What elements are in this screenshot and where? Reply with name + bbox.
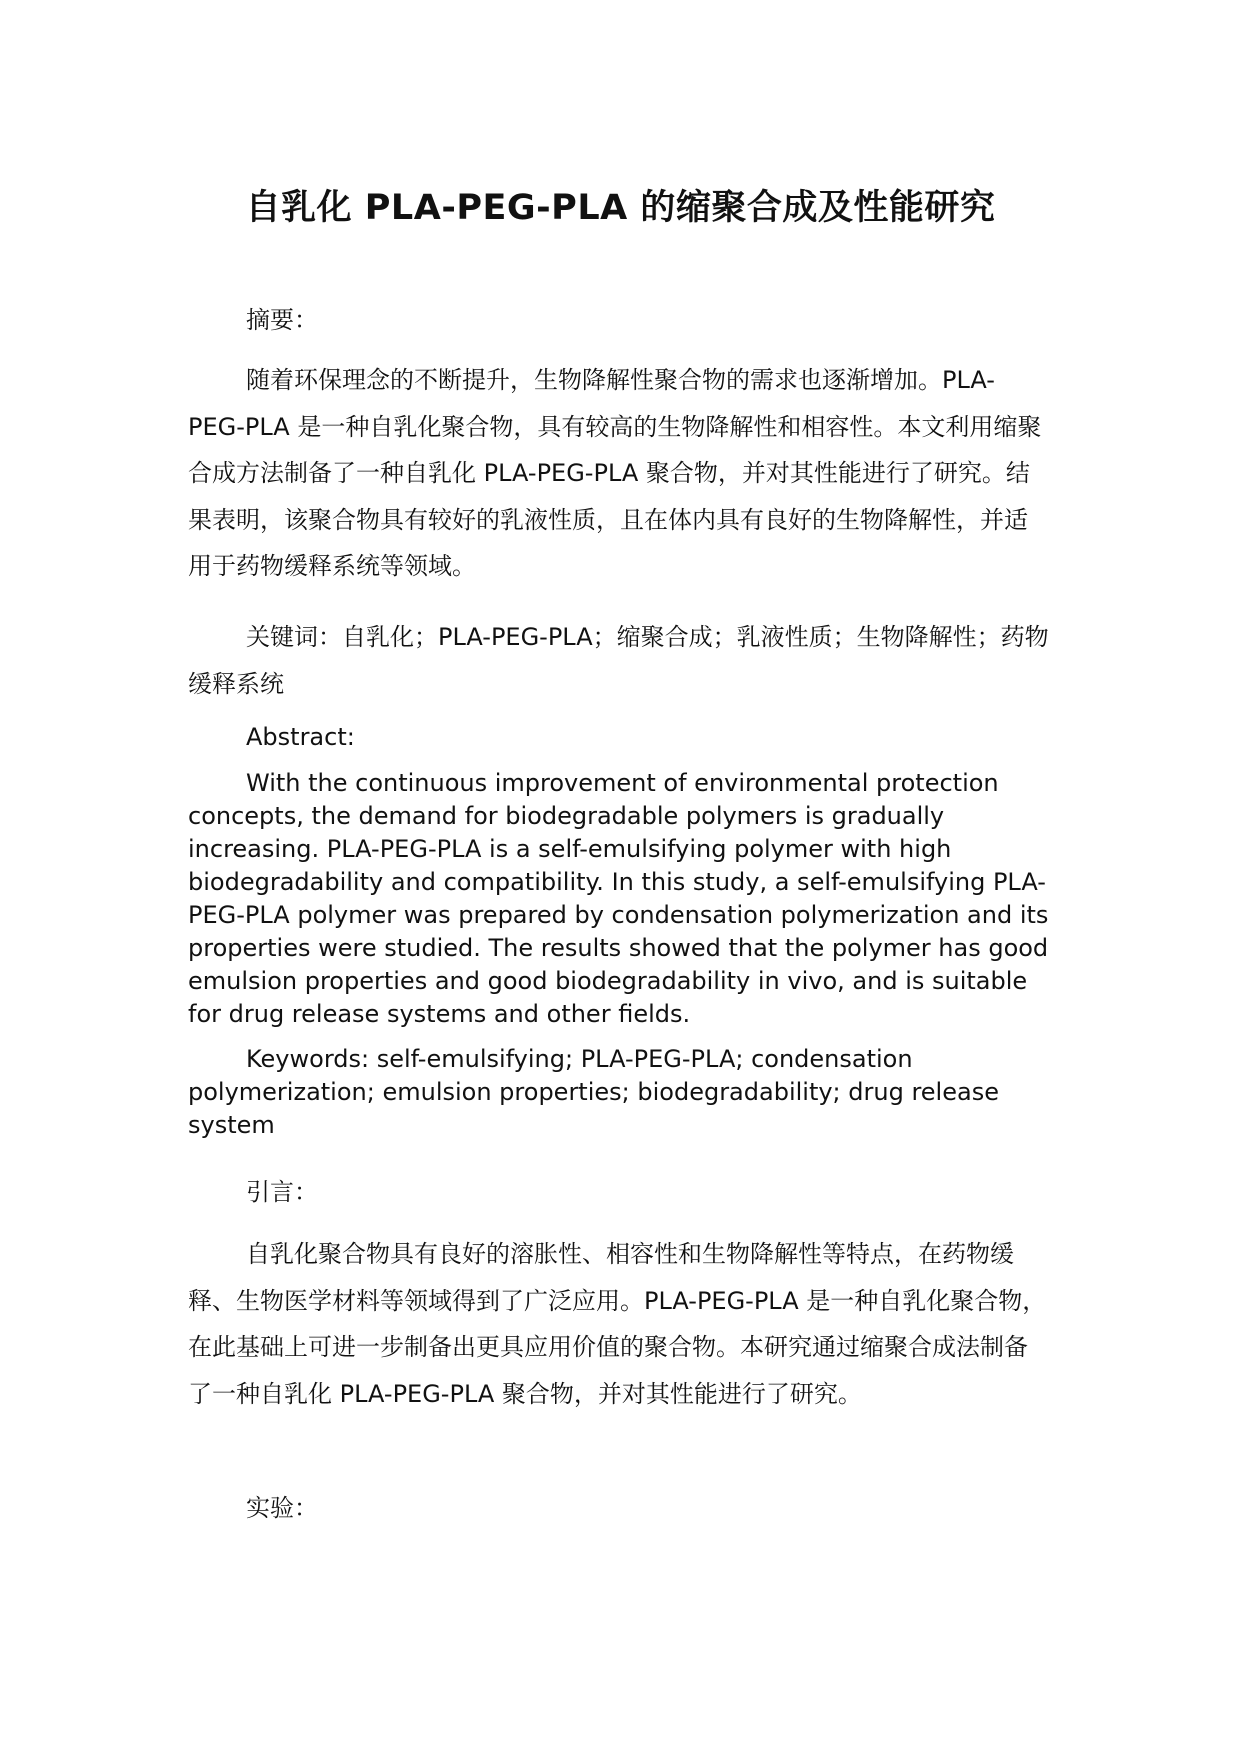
keywords-zh: 关键词：自乳化；PLA-PEG-PLA；缩聚合成；乳液性质；生物降解性；药物缓释系统 bbox=[188, 623, 1049, 698]
keywords-en-section bbox=[188, 1043, 1050, 1142]
abstract-en-body: With the continuous improvement of environmental protection concepts, the demand for biodegradable polymers is gradually increasing. PLA-PEG-PLA is a self-emulsifying polymer with high biodegradability and compatibility. In this study, a self-emulsifying PLA-PEG-PLA polymer was prepared by condensation polymerization and its properties were studied. The results showed that the polymer has good emulsion properties and good biodegradability in vivo, and is suitable for drug release systems and other fields. bbox=[188, 769, 1049, 1028]
abstract-en-section bbox=[188, 767, 1050, 1031]
experiment-heading: 实验： bbox=[246, 1494, 318, 1522]
introduction-section bbox=[188, 1231, 1050, 1417]
keywords-en: Keywords: self-emulsifying; PLA-PEG-PLA; condensation polymerization; emulsion properties; biodegradability; drug release system bbox=[188, 1045, 999, 1139]
abstract-en-heading: Abstract: bbox=[246, 723, 355, 751]
abstract-zh-body: 随着环保理念的不断提升，生物降解性聚合物的需求也逐渐增加。PLA-PEG-PLA 是一种自乳化聚合物，具有较高的生物降解性和相容性。本文利用缩聚合成方法制备了一种自乳化 PLA-PEG-PLA 聚合物，并对其性能进行了研究。结果表明，该聚合物具有较好的乳液性质，且在体内具有良好的生物降解性，并适用于药物缓释系统等领域。 bbox=[188, 366, 1042, 581]
introduction-heading: 引言： bbox=[246, 1178, 318, 1206]
abstract-zh-section bbox=[188, 357, 1050, 590]
introduction-body: 自乳化聚合物具有良好的溶胀性、相容性和生物降解性等特点，在药物缓释、生物医学材料等领域得到了广泛应用。PLA-PEG-PLA 是一种自乳化聚合物，在此基础上可进一步制备出更具应用价值的聚合物。本研究通过缩聚合成法制备了一种自乳化 PLA-PEG-PLA 聚合物，并对其性能进行了研究。 bbox=[188, 1240, 1047, 1408]
paper-title: 自乳化 PLA-PEG-PLA 的缩聚合成及性能研究 bbox=[245, 188, 996, 228]
keywords-zh-section bbox=[188, 614, 1050, 707]
abstract-zh-heading: 摘要： bbox=[246, 306, 318, 334]
